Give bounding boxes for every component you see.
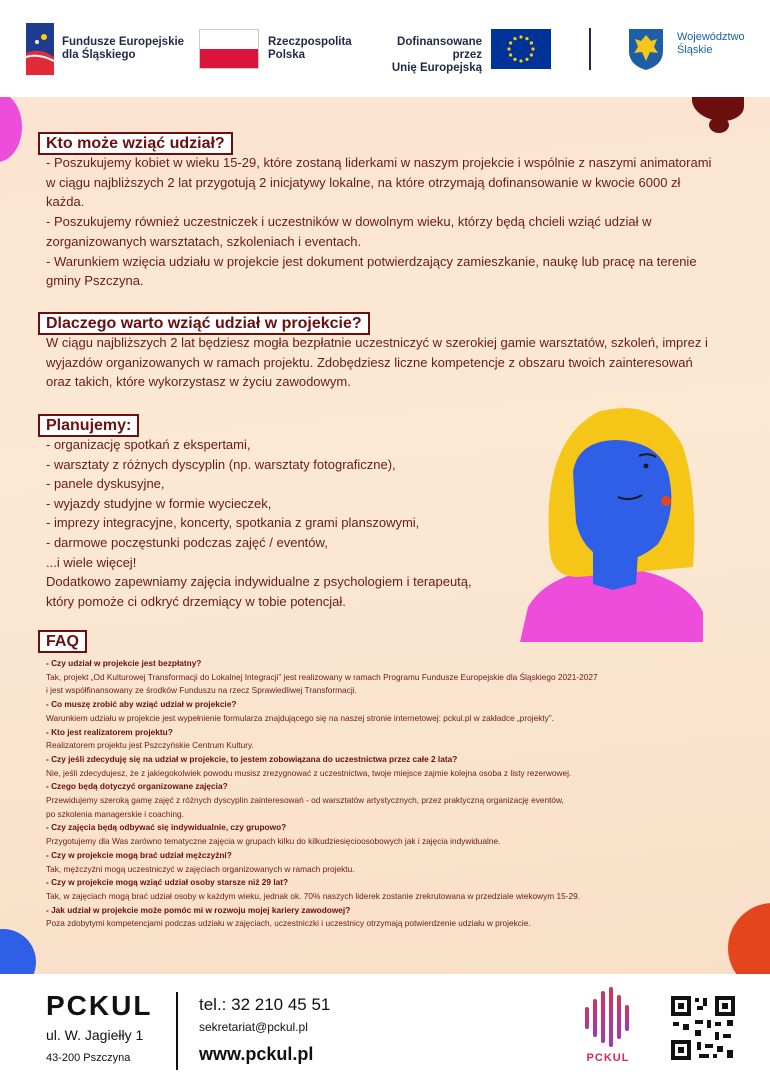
faq-question: - Czy udział w projekcie jest bezpłatny? [46, 658, 202, 668]
faq-answer: Tak, mężczyźni mogą uczestniczyć w zajęciach organizowanych w ramach projektu. [46, 863, 355, 874]
email-link[interactable]: sekretariat@pckul.pl [199, 1020, 308, 1034]
faq-question: - Kto jest realizatorem projektu? [46, 726, 173, 737]
website-link[interactable]: www.pckul.pl [199, 1044, 314, 1064]
brand-name: PCKUL [46, 990, 153, 1021]
list-item: - wyjazdy studyjne w formie wycieczek, [46, 495, 272, 511]
faq-answer: Tak, projekt „Od Kulturowej Transformacji do Lokalnej Integracji” jest realizowany w ramach Programu Fundusze Europejskie dla Śląskiego 2021-2027 i jest współfinansowany ze środków Funduszu na rzecz Sprawiedliwej Transformacji. [46, 671, 598, 696]
pckul-soundwave-logo-icon [583, 987, 633, 1049]
faq-answer: Przewidujemy szeroką gamę zajęć z różnych dyscyplin zainteresowań - od warsztatów artystycznych, przez praktyczną organizację eventów, po szkolenia managerskie i coaching. [46, 795, 564, 819]
faq-answer: Warunkiem udziału w projekcie jest wypełnienie formularza znajdującego się na naszej stronie internetowej: pckul.pl w zakładce „projekty”. [46, 712, 554, 723]
faq-question: - Co muszę zrobić aby wziąć udział w projekcie? [46, 699, 237, 710]
faq-answer: Tak, w zajęciach mogą brać udział osoby w każdym wieku, jednak ok. 70% naszych liderek zostanie zrekrutowana w przedziale wiekowym 15-29. [46, 890, 581, 901]
eu-funds-label: Fundusze Europejskie dla Śląskiego [62, 36, 185, 61]
faq-answer: Przygotujemy dla Was zarówno tematyczne zajęcia w grupach kilku do kilkudziesięcioosobowych jak i zajęcia indywidualne. [46, 836, 501, 847]
faq-question: - Czy jeśli zdecyduję się na udział w projekcie, to jestem zobowiązana do uczestnictwa przez całe 2 lata? [46, 753, 458, 764]
blue-blob-decoration [0, 929, 36, 974]
list-item: ...i wiele więcej! [46, 554, 137, 570]
pckul-logo-label: PCKUL [586, 1052, 630, 1064]
silesia-crest-icon [627, 27, 665, 71]
brown-drop-decoration [709, 117, 729, 133]
list-item: - panele dyskusyjne, [46, 476, 165, 492]
list-item: - warsztaty z różnych dyscyplin (np. warsztaty fotograficzne), [46, 456, 396, 472]
qr-code-icon[interactable] [669, 994, 737, 1062]
list-item: - imprezy integracyjne, koncerty, spotkania z grami planszowymi, [46, 515, 420, 531]
section-heading-plan: Planujemy: [38, 414, 139, 437]
faq-question: - Czy zajęcia będą odbywać się indywidualnie, czy grupowo? [46, 822, 287, 833]
main-content [0, 97, 770, 974]
header-divider [589, 28, 591, 70]
faq-answer: Poza zdobytymi kompetencjami podczas udziału w zajęciach, uczestniczki i uczestnicy otrzymają potwierdzenie udziału w projekcie. [46, 918, 531, 929]
faq-question: - Czy w projekcie mogą brać udział mężczyźni? [46, 849, 232, 860]
pink-blob-decoration [0, 97, 22, 162]
plan-list [46, 435, 526, 611]
eu-funds-logo-icon [26, 23, 54, 75]
faq-question: - Jak udział w projekcie może pomóc mi w rozwoju mojej kariery zawodowej? [46, 904, 351, 915]
faq-question: - Czy w projekcie mogą wziąć udział osoby starsze niż 29 lat? [46, 877, 289, 888]
faq-question: - Czego będą dotyczyć organizowane zajęcia? [46, 781, 228, 792]
address-street: ul. W. Jagiełły 1 [46, 1027, 144, 1043]
phone-number[interactable]: tel.: 32 210 45 51 [199, 995, 331, 1014]
faq-answer: Realizatorem projektu jest Pszczyńskie Centrum Kultury. [46, 740, 254, 751]
eu-cofinanced-label: Dofinansowane przez Unię Europejską [391, 36, 482, 74]
list-item: - darmowe poczęstunki podczas zajęć / eventów, [46, 534, 328, 550]
list-item: który pomoże ci odkryć drzemiący w tobie potencjał. [46, 593, 346, 609]
section-heading-who: Kto może wziąć udział? [38, 132, 233, 155]
poland-label: Rzeczpospolita Polska [268, 36, 352, 61]
list-item: - organizację spotkań z ekspertami, [46, 437, 251, 452]
list-item: Dodatkowo zapewniamy zajęcia indywidualne z psychologiem i terapeutą, [46, 574, 472, 590]
section-heading-faq: FAQ [38, 630, 87, 653]
address-city: 43-200 Pszczyna [46, 1052, 131, 1064]
section-text-why: W ciągu najbliższych 2 lat będziesz mogła bezpłatnie uczestniczyć w szerokiej gamie warsztatów, szkoleń, imprez i wyjazdów organizowanych w ramach projektu. Zdobędziesz liczne kompetencje z obszaru twoich zainteresowań oraz takich, które wykorzystasz w życiu zawodowym. [46, 335, 708, 390]
section-heading-why: Dlaczego warto wziąć udział w projekcie? [38, 312, 370, 335]
poland-flag-icon [199, 29, 259, 69]
section-text-who: - Poszukujemy kobiet w wieku 15-29, które zostaną liderkami w naszym projekcie i wspólnie z naszymi animatorami w ciągu najbliższych 2 lat przygotują 2 inicjatywy lokalne, na które otrzymają dofinansowanie w kwocie 6000 zł każda. - Poszukujemy również uczestniczek i uczestników w dowolnym wieku, którzy będą chcieli wziąć udział w zorganizowanych warsztatach, szkoleniach i eventach. - Warunkiem wzięcia udziału w projekcie jest dokument potwierdzający zamieszkanie, naukę lub pracę na terenie gminy Pszczyna. [46, 155, 712, 289]
faq-list [46, 657, 736, 931]
eu-flag-icon [491, 29, 551, 69]
faq-answer: Nie, jeśli zdecydujesz, że z jakiegokolwiek powodu musisz zrezygnować z uczestnictwa, twoje miejsce zajmie kolejna osoba z listy rezerwowej. [46, 767, 572, 778]
logo-bar [0, 0, 770, 97]
woman-illustration-icon [518, 402, 708, 642]
region-label: Województwo Śląskie [677, 31, 745, 56]
footer-divider [176, 992, 178, 1070]
